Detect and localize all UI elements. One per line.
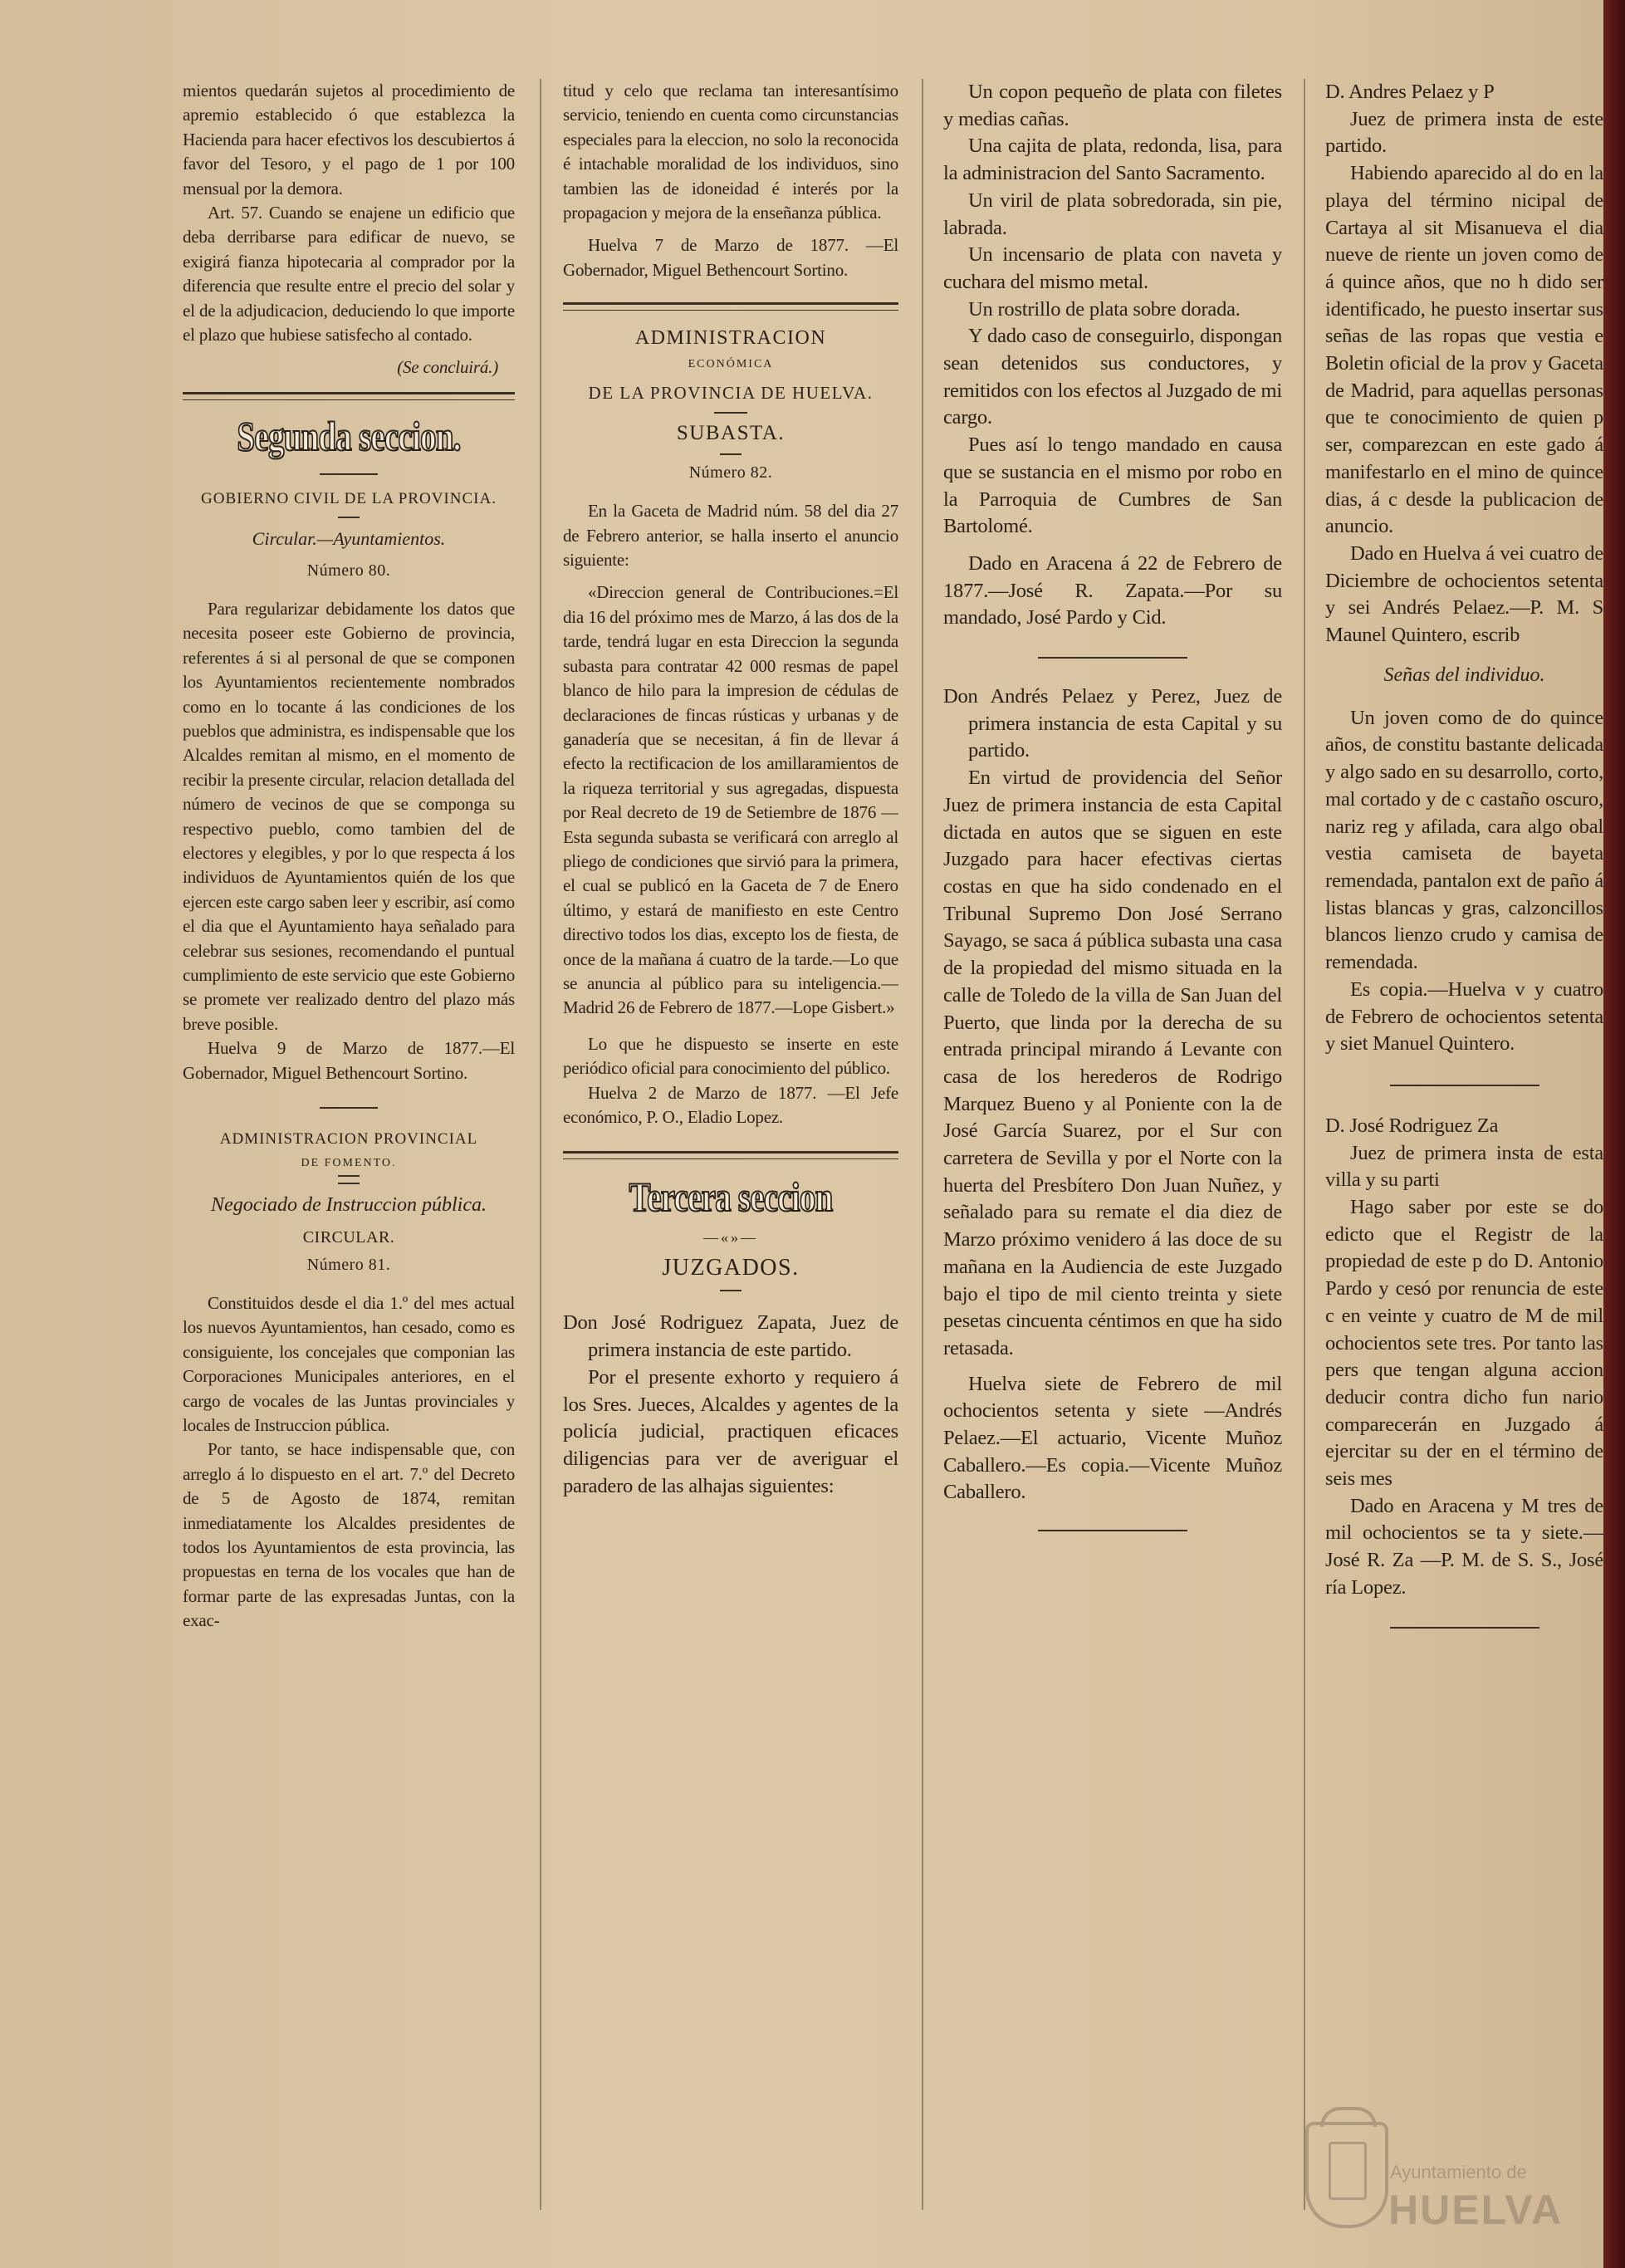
paragraph: Habiendo aparecido al do en la playa del término nicipal de Cartaya al sit Misanueva el dia nueve de riente un joven como de á quince años, que no h dido ser identificado, he puesto insertar sus señas de las ropas que vestia e Boletin oficial de la prov y Gaceta de Madrid, para aquellas personas que te conocimiento de quien p ser, comparezcan en este gado á manifestarlo en el mino de quince dias, á c desde la publicacion de anuncio.: [1325, 162, 1603, 538]
column-rule: [922, 79, 923, 2210]
paragraph: Una cajita de plata, redonda, lisa, para la administracion del Santo Sacramento.: [943, 135, 1282, 185]
column-3: [943, 79, 1282, 1555]
divider: [720, 1290, 742, 1291]
ornament: —«»—: [703, 1229, 758, 1247]
continuation-note: (Se concluirá.): [397, 357, 498, 378]
section-divider: [563, 1151, 898, 1159]
paragraph: En la Gaceta de Madrid núm. 58 del dia 27 de Febrero anterior, se halla inserto el anuncio siguiente:: [563, 501, 898, 571]
paragraph: En virtud de providencia del Señor Juez de primera instancia de esta Capital dictada en autos que se siguen en este Juzgado para hacer efectivas ciertas costas en que ha sido condenado en el Tribunal Supremo Don José Serrano Sayago, se saca á pública subasta una casa de la propiedad del mismo situada en la calle de Toledo de la villa de San Juan del Puerto, que linda por la derecha de su entrada principal mirando á Levante con casa de los herederos de Rodrigo Marquez Bueno y al Poniente con la de José García Suarez, por el Sur con carretera de Sevilla y por el Norte con la huerta del Presbítero Don Juan Nuñez, y señalado para su remate el dia diez de Marzo próximo venidero á las doce de su mañana en la Audiencia de este Juzgado bajo el tipo de mil ciento treinta y siete pesetas cincuenta céntimos en que ha sido retasada.: [943, 767, 1282, 1359]
divider: [320, 1107, 378, 1109]
paragraph: Don Andrés Pelaez y Perez, Juez de primera instancia de esta Capital y su partido.: [943, 685, 1282, 762]
section-divider: [183, 392, 515, 400]
column-rule: [1304, 79, 1305, 2210]
divider: [338, 1175, 360, 1184]
paragraph: Y dado caso de conseguirlo, dispongan sean detenidos sus conductores, y remitidos con los efectos al Juzgado de mi cargo.: [943, 325, 1282, 429]
paragraph: Por tanto, se hace indispensable que, con arreglo á lo dispuesto en el art. 7.º del Decreto de 5 de Agosto de 1874, remitan inmediatamente los Alcaldes presidentes de todos los Ayuntamientos de esta provincia, las propuestas en terna de los vocales que han de formar parte de las expresadas Juntas, con la exac-: [183, 1439, 515, 1631]
paragraph: Hago saber por este se do edicto que el Registr de la propiedad de este p do D. Antonio Pardo y cesó por renuncia de este c en veinte y cuatro de M de mil ochocientos sete tres. Por tanto las pers que tengan alguna accion deducir contra dicho fun nario comparecerán en Juzgado á ejercitar su der en el término de seis mes: [1325, 1196, 1603, 1491]
subheading: Señas del individuo.: [1383, 664, 1545, 686]
paragraph: Un rostrillo de plata sobre dorada.: [968, 297, 1241, 321]
section-divider: [563, 302, 898, 311]
paragraph: D. José Rodriguez Za: [1325, 1114, 1499, 1137]
divider: [320, 473, 378, 475]
notice-title: SUBASTA.: [676, 422, 786, 445]
paragraph: Un copon pequeño de plata con filetes y medias cañas.: [943, 81, 1282, 130]
paragraph: Lo que he dispuesto se inserte en este periódico oficial para conocimiento del público.: [563, 1033, 898, 1079]
watermark-text: Ayuntamiento de: [1390, 2162, 1527, 2182]
paragraph: Por el presente exhorto y requiero á los Sres. Jueces, Alcaldes y agentes de la policía judicial, practiquen eficaces diligencias para ver de averiguar el paradero de las alhajas siguientes:: [563, 1365, 898, 1497]
paragraph: Juez de primera insta de esta villa y su parti: [1325, 1141, 1603, 1192]
office-title: Negociado de Instruccion pública.: [211, 1194, 487, 1216]
paragraph: Dado en Aracena á 22 de Febrero de 1877.—José R. Zapata.—Por su mandado, José Pardo y Cid.: [943, 551, 1282, 629]
column-1: [183, 79, 515, 1634]
column-2: [563, 79, 898, 1500]
notice-title: JUZGADOS.: [662, 1255, 800, 1281]
item-number: Número 81.: [306, 1256, 391, 1274]
signature: Huelva 7 de Marzo de 1877. —El Gobernador, Miguel Bethencourt Sortino.: [563, 235, 898, 280]
paragraph: Un incensario de plata con naveta y cuchara del mismo metal.: [943, 243, 1282, 293]
department-heading: ADMINISTRACION: [634, 327, 827, 350]
section-heading: Segunda seccion.: [237, 412, 461, 459]
binding-edge: [1603, 0, 1625, 2268]
divider: [1390, 1627, 1539, 1629]
paragraph: «Direccion general de Contribuciones.=El dia 16 del próximo mes de Marzo, á las dos de la tarde, tendrá lugar en esta Direccion la segunda subasta para contratar 42 000 resmas de papel blanco de hilo para la impresion de cédulas de declaraciones de fincas rústicas y urbanas y de ganadería que se necesitan, á fin de llevar á efecto la rectificacion de los amillaramientos de la riqueza territorial y sus agregadas, dispuesta por Real decreto de 19 de Setiembre de 1876 —Esta segunda subasta se verificará con arreglo al pliego de condiciones que sirvió para la primera, el cual se publicó en la Gaceta de 7 de Enero último, y estará de manifiesto en este Centro directivo todos los dias, excepto los de fiesta, de once de la mañana á cuatro de la tarde.—Lo que se anuncia al público para su inteligencia.—Madrid 26 de Febrero de 1877.—Lope Gisbert.»: [563, 582, 898, 1018]
paragraph: Art. 57. Cuando se enajene un edificio que deba derribarse para edificar de nuevo, se exigirá fianza hipotecaria al comprador por la diferencia que resulte entre el precio del solar y el de la adjudicacion, deduciendo lo que importe el plazo que hubiese satisfecho al contado.: [183, 203, 515, 345]
department-subheading: ECONÓMICA: [688, 358, 774, 371]
paragraph: Constituidos desde el dia 1.º del mes actual los nuevos Ayuntamientos, han cesado, como es consiguiente, los concejales que componian las Corporaciones Municipales anteriores, en el cargo de vocales de las Juntas provinciales y locales de Instruccion pública.: [183, 1293, 515, 1436]
signature: Huelva 9 de Marzo de 1877.—El Gobernador, Miguel Bethencourt Sortino.: [183, 1038, 515, 1083]
paragraph: Dado en Huelva á vei cuatro de Diciembre de ochocientos setenta y sei Andrés Pelaez.—P. M. S Maunel Quintero, escrib: [1325, 541, 1603, 647]
signature: Huelva 2 de Marzo de 1877. —El Jefe económico, P. O., Eladio Lopez.: [563, 1082, 898, 1127]
paragraph: mientos quedarán sujetos al procedimiento de apremio establecido ó que establezca la Hacienda para hacer efectivos los descubiertos á favor del Tesoro, y el pago de 1 por 100 mensual por la demora.: [183, 81, 515, 198]
divider: [714, 412, 747, 414]
watermark-logo: HUELVA: [1388, 2187, 1564, 2233]
item-number: Número 82.: [688, 463, 773, 483]
item-number: Número 80.: [306, 561, 391, 580]
coat-of-arms-icon: [1305, 2122, 1388, 2228]
paragraph: Pues así lo tengo mandado en causa que se sustancia en el mismo por robo en la Parroquia de Cumbres de San Bartolomé.: [943, 434, 1282, 538]
department-heading: GOBIERNO CIVIL DE LA PROVINCIA.: [201, 489, 497, 507]
paragraph: Dado en Aracena y M tres de mil ochocientos se ta y siete.—José R. Za —P. M. de S. S., José ría Lopez.: [1325, 1494, 1603, 1599]
paragraph: titud y celo que reclama tan interesantísimo servicio, teniendo en cuenta como circunstancias especiales para la eleccion, no solo la reconocida é intachable moralidad de los individuos, sino tambien las de idoneidad é interés por la propagacion y mejora de la enseñanza pública.: [563, 81, 898, 223]
paragraph: Es copia.—Huelva v y cuatro de Febrero de ochocientos setenta y siet Manuel Quintero.: [1325, 977, 1603, 1056]
paragraph: Un viril de plata sobredorada, sin pie, labrada.: [943, 189, 1282, 239]
divider: [338, 517, 360, 518]
column-4: [1325, 79, 1603, 1653]
column-rule: [540, 79, 541, 2210]
section-heading: Tercera seccion: [629, 1173, 833, 1221]
paragraph: Juez de primera insta de este partido.: [1325, 107, 1603, 158]
divider: [1038, 657, 1187, 659]
paragraph: Para regularizar debidamente los datos que necesita poseer este Gobierno de provincia, referentes á si al personal de que se componen los Ayuntamientos recientemente nombrados como en lo tocante á las condiciones de los pueblos que administra, es indispensable que los Alcaldes remitan al mismo, en el momento de recibir la presente circular, relacion detallada del número de vecinos de que se componga su respectivo pueblo, como tambien del de electores y elegibles, y por lo que respecta á los individuos de Ayuntamientos quién de los que ejercen este cargo saben leer y escribir, así como el dia que el Ayuntamiento haya señalado para celebrar sus sesiones, recomendando el puntual cumplimiento de este servicio que este Gobierno se promete ver realizado dentro del plazo más breve posible.: [183, 598, 515, 1034]
department-heading: DE LA PROVINCIA DE HUELVA.: [588, 383, 874, 404]
divider: [1390, 1085, 1539, 1086]
department-subheading: DE FOMENTO.: [301, 1157, 397, 1169]
divider: [1038, 1530, 1187, 1531]
circular-title: Circular.—Ayuntamientos.: [252, 527, 446, 549]
paragraph: Un joven como de do quince años, de constitu bastante delicada y algo sado en su desarrollo, corto, mal cortado y de c castaño oscuro, nariz reg y afilada, cara algo obal vestia camiseta de bayeta remendada, pantalon ext de paño á listas blancas y gras, calzoncillos blancos lienzo crudo y camisa de remendada.: [1325, 706, 1603, 974]
department-heading: ADMINISTRACION PROVINCIAL: [219, 1130, 478, 1148]
paragraph: Don José Rodriguez Zapata, Juez de primera instancia de este partido.: [563, 1311, 898, 1362]
divider: [720, 453, 742, 455]
circular-label: CIRCULAR.: [302, 1228, 395, 1247]
paragraph: Huelva siete de Febrero de mil ochocientos setenta y siete —Andrés Pelaez.—El actuario, Vicente Muñoz Caballero.—Es copia.—Vicente Muñoz Caballero.: [943, 1372, 1282, 1504]
paragraph: D. Andres Pelaez y P: [1325, 81, 1495, 103]
